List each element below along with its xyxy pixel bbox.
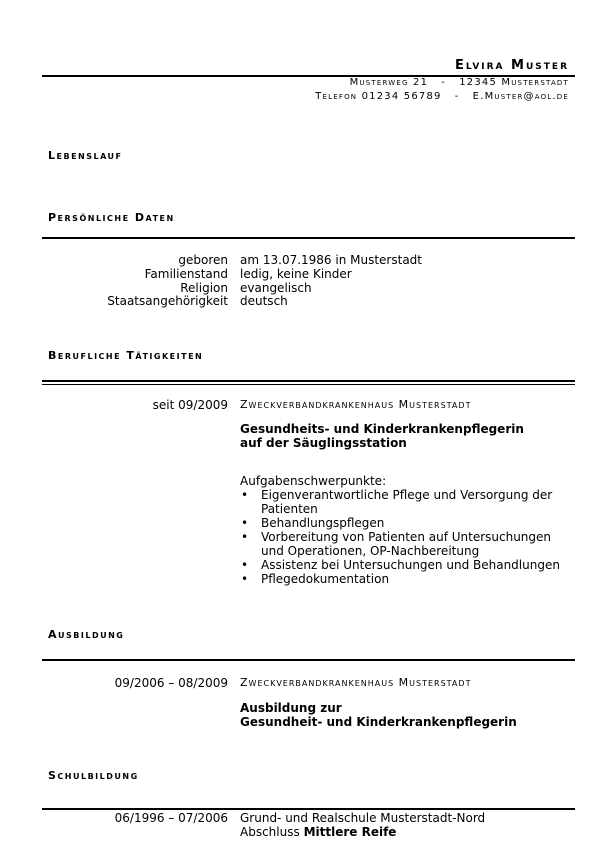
section-heading-work: Berufliche Tätigkeiten (48, 349, 204, 362)
task-text: Pflegedokumentation (261, 572, 390, 586)
work-position-line1: Gesundheits- und Kinderkrankenpflegerin (240, 422, 524, 436)
label-born: geboren (178, 253, 228, 267)
list-item (240, 488, 570, 516)
label-marital-status: Familienstand (144, 267, 228, 281)
task-text: Assistenz bei Untersuchungen und Behandlungen (261, 558, 560, 572)
applicant-name: Elvira Muster (454, 58, 569, 73)
section-rule (42, 659, 575, 661)
bullet-icon: • (241, 516, 249, 530)
section-rule (42, 384, 575, 385)
value-born: am 13.07.1986 in Musterstadt (240, 253, 422, 267)
tasks-heading: Aufgabenschwerpunkte: (240, 474, 387, 488)
work-position-line2: auf der Säuglingsstation (240, 436, 407, 450)
training-title-line2: Gesundheit- und Kinderkrankenpflegerin (240, 715, 517, 729)
bullet-icon: • (241, 488, 249, 502)
bullet-icon: • (241, 530, 249, 544)
contact-line: Telefon 01234 56789 - E.Muster@aol.de (315, 91, 569, 102)
work-date: seit 09/2009 (152, 398, 228, 412)
value-nationality: deutsch (240, 294, 288, 308)
task-text: Behandlungspflegen (261, 516, 385, 530)
training-date: 09/2006 – 08/2009 (114, 676, 228, 690)
section-rule (42, 380, 575, 382)
section-heading-training: Ausbildung (48, 628, 125, 641)
task-text: Eigenverantwortliche Pflege und Versorgung der Patienten (261, 488, 553, 516)
list-item (240, 558, 570, 572)
degree-prefix: Abschluss (240, 825, 300, 839)
section-rule (42, 237, 575, 239)
training-institution: Zweckverbandkrankenhaus Musterstadt (240, 676, 472, 689)
degree-name: Mittlere Reife (303, 825, 397, 839)
value-religion: evangelisch (240, 281, 312, 295)
list-item (240, 572, 570, 586)
value-marital-status: ledig, keine Kinder (240, 267, 352, 281)
list-item (240, 516, 570, 530)
school-name: Grund- und Realschule Musterstadt-Nord (240, 811, 486, 825)
section-heading-personal: Persönliche Daten (48, 211, 175, 224)
section-rule (42, 808, 575, 810)
bullet-icon: • (241, 558, 249, 572)
bullet-icon: • (241, 572, 249, 586)
task-text: Vorbereitung von Patienten auf Untersuchungen und Operationen, OP-Nachbereitung (261, 530, 552, 558)
address-line: Musterweg 21 - 12345 Musterstadt (349, 77, 569, 88)
document-title: Lebenslauf (48, 149, 123, 162)
work-employer: Zweckverbandkrankenhaus Musterstadt (240, 398, 472, 411)
task-list (240, 488, 570, 586)
label-nationality: Staatsangehörigkeit (107, 294, 228, 308)
school-degree-line (240, 825, 396, 839)
label-religion: Religion (180, 281, 228, 295)
school-date: 06/1996 – 07/2006 (114, 811, 228, 825)
list-item (240, 530, 570, 558)
section-heading-school: Schulbildung (48, 769, 139, 782)
training-title-line1: Ausbildung zur (240, 701, 342, 715)
